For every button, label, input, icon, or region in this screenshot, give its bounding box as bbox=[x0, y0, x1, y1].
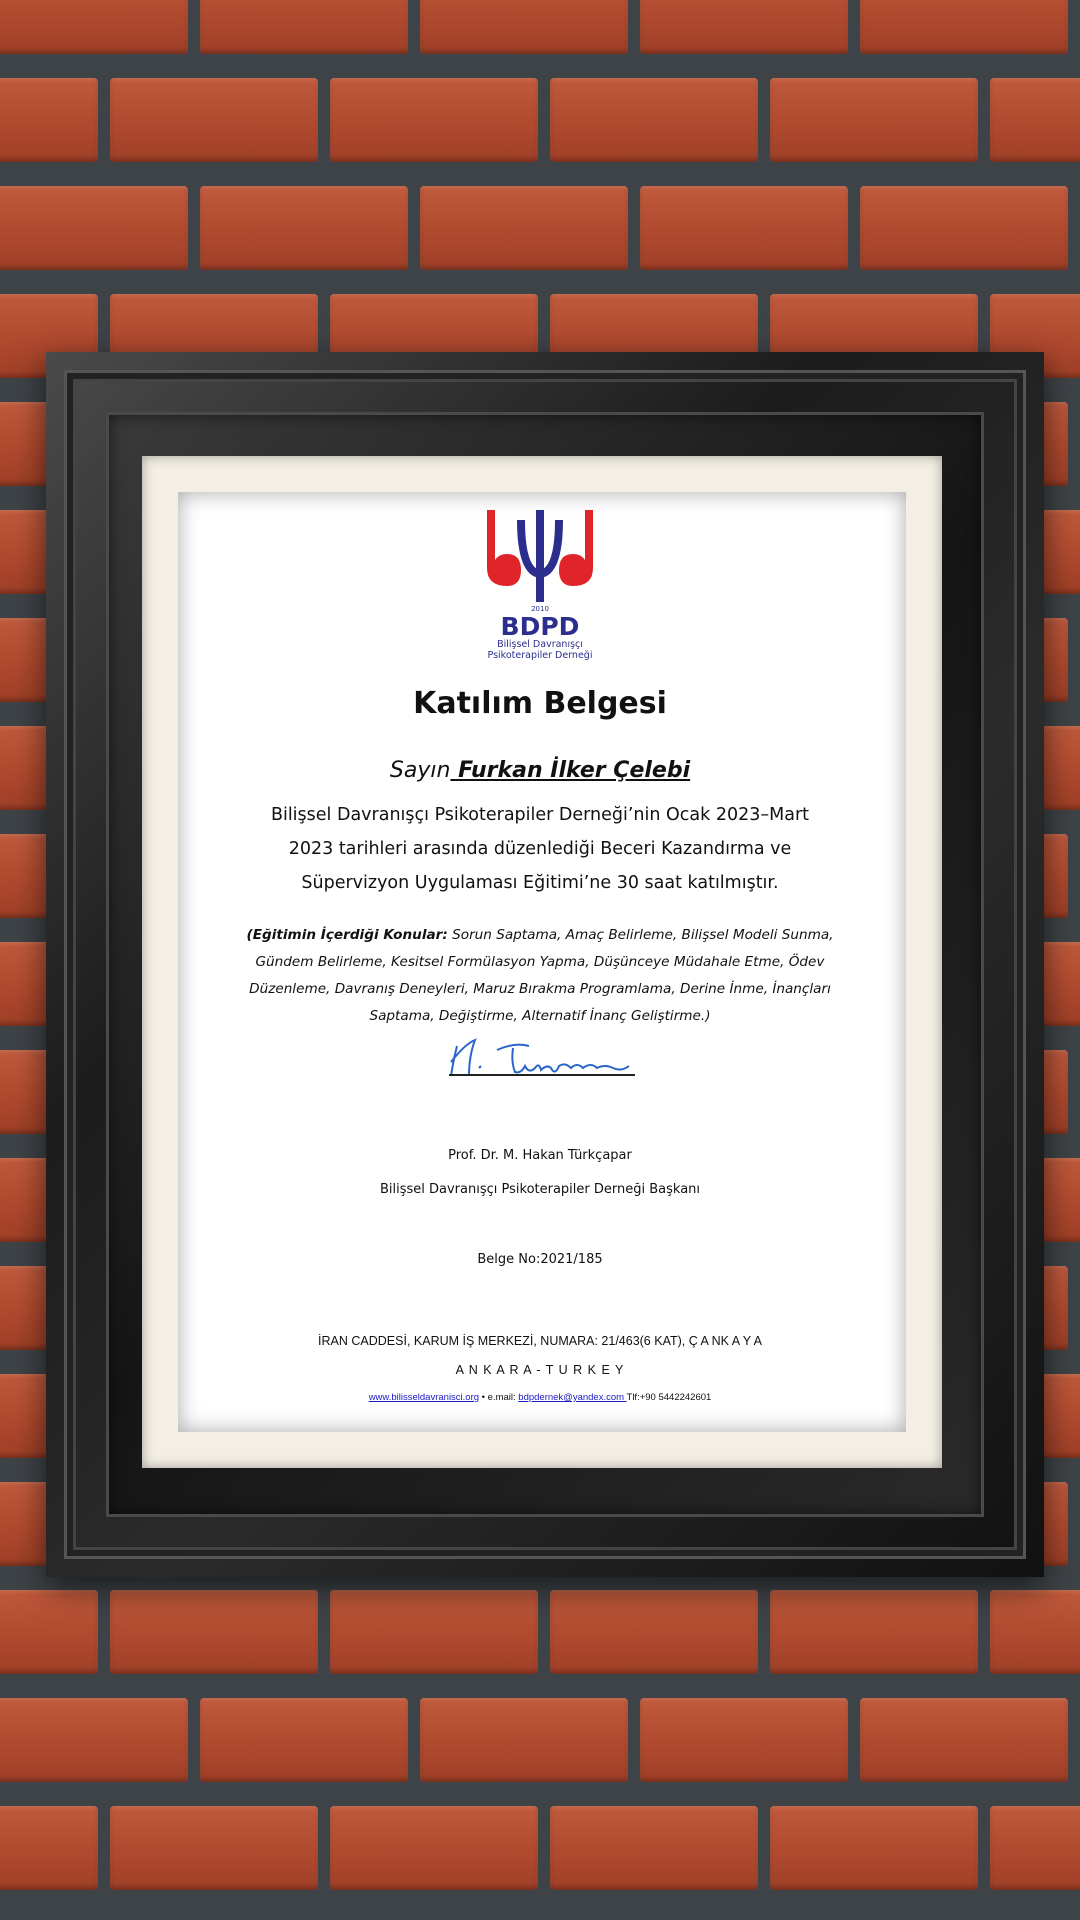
brick bbox=[860, 186, 1068, 270]
address-line: İRAN CADDESİ, KARUM İŞ MERKEZİ, NUMARA: 21/463(6 KAT), Ç A NK A Y A bbox=[318, 1334, 762, 1348]
brick bbox=[860, 1698, 1068, 1782]
brick bbox=[330, 1806, 538, 1890]
logo-line2: Psikoterapiler Derneği bbox=[487, 650, 593, 660]
brick bbox=[550, 78, 758, 162]
brick bbox=[330, 1590, 538, 1674]
email-label: • e.mail: bbox=[479, 1392, 519, 1403]
signatory-title: Bilişsel Davranışçı Psikoterapiler Derneği Başkanı bbox=[379, 1182, 701, 1197]
contact-line bbox=[180, 1392, 900, 1403]
document-number: Belge No:2021/185 bbox=[477, 1252, 603, 1267]
salutation-line bbox=[180, 758, 900, 783]
brick bbox=[990, 1806, 1080, 1890]
brick bbox=[110, 1806, 318, 1890]
signatory-name: Prof. Dr. M. Hakan Türkçapar bbox=[448, 1148, 632, 1163]
website-link[interactable]: www.bilisseldavranisci.org bbox=[368, 1392, 480, 1403]
signature-line bbox=[449, 1074, 635, 1076]
brick bbox=[420, 186, 628, 270]
brick bbox=[420, 0, 628, 54]
brick bbox=[0, 78, 98, 162]
brick bbox=[860, 0, 1068, 54]
topics-label: (Eğitimin İçerdiği Konular: bbox=[246, 927, 448, 943]
brick bbox=[330, 78, 538, 162]
logo-year: 2010 bbox=[531, 605, 549, 613]
brick bbox=[420, 1698, 628, 1782]
phone-text: Tlf:+90 5442242601 bbox=[626, 1392, 712, 1403]
brick bbox=[0, 1806, 98, 1890]
brick bbox=[200, 0, 408, 54]
brick bbox=[110, 1590, 318, 1674]
city-line: A N K A R A - T U R K E Y bbox=[455, 1363, 625, 1377]
brick bbox=[110, 78, 318, 162]
certificate-title: Katılım Belgesi bbox=[413, 686, 667, 721]
certificate-content bbox=[180, 492, 900, 1412]
handwritten-signature bbox=[445, 1032, 635, 1086]
brick bbox=[0, 0, 188, 54]
brick bbox=[640, 0, 848, 54]
training-topics bbox=[220, 922, 860, 1030]
brick bbox=[990, 1590, 1080, 1674]
email-link[interactable]: bdpdernek@yandex.com bbox=[518, 1392, 627, 1403]
bdpd-logo bbox=[481, 510, 599, 660]
brick bbox=[990, 78, 1080, 162]
logo-red-b-shape bbox=[487, 510, 521, 586]
brick bbox=[0, 1698, 188, 1782]
logo-red-d-shape bbox=[559, 510, 593, 586]
brick bbox=[770, 1806, 978, 1890]
brick bbox=[550, 1806, 758, 1890]
brick bbox=[0, 186, 188, 270]
recipient-name: Furkan İlker Çelebi bbox=[450, 758, 691, 783]
brick bbox=[640, 1698, 848, 1782]
logo-abbr: BDPD bbox=[500, 612, 580, 641]
brick bbox=[0, 1590, 98, 1674]
topics-text: Sorun Saptama, Amaç Belirleme, Bilişsel Modeli Sunma, Gündem Belirleme, Kesitsel Formülasyon Yapma, Düşünceye Müdahale Etme, Ödev Düzenleme, Davranış Deneyleri, Maruz Bırakma Programlama, Derine İnme, İnançları Saptama, Değiştirme, Alternatif İnanç Geliştirme.) bbox=[249, 927, 834, 1024]
brick bbox=[200, 186, 408, 270]
brick bbox=[640, 186, 848, 270]
certificate-body-text: Bilişsel Davranışçı Psikoterapiler Derneği’nin Ocak 2023–Mart 2023 tarihleri arasında düzenlediği Beceri Kazandırma ve Süpervizyon Uygulaması Eğitimi’ne 30 saat katılmıştır. bbox=[270, 805, 810, 893]
brick bbox=[550, 1590, 758, 1674]
salutation-label: Sayın bbox=[389, 758, 451, 783]
logo-line1: Bilişsel Davranışçı bbox=[497, 639, 583, 650]
brick bbox=[200, 1698, 408, 1782]
brick bbox=[770, 1590, 978, 1674]
brick bbox=[770, 78, 978, 162]
